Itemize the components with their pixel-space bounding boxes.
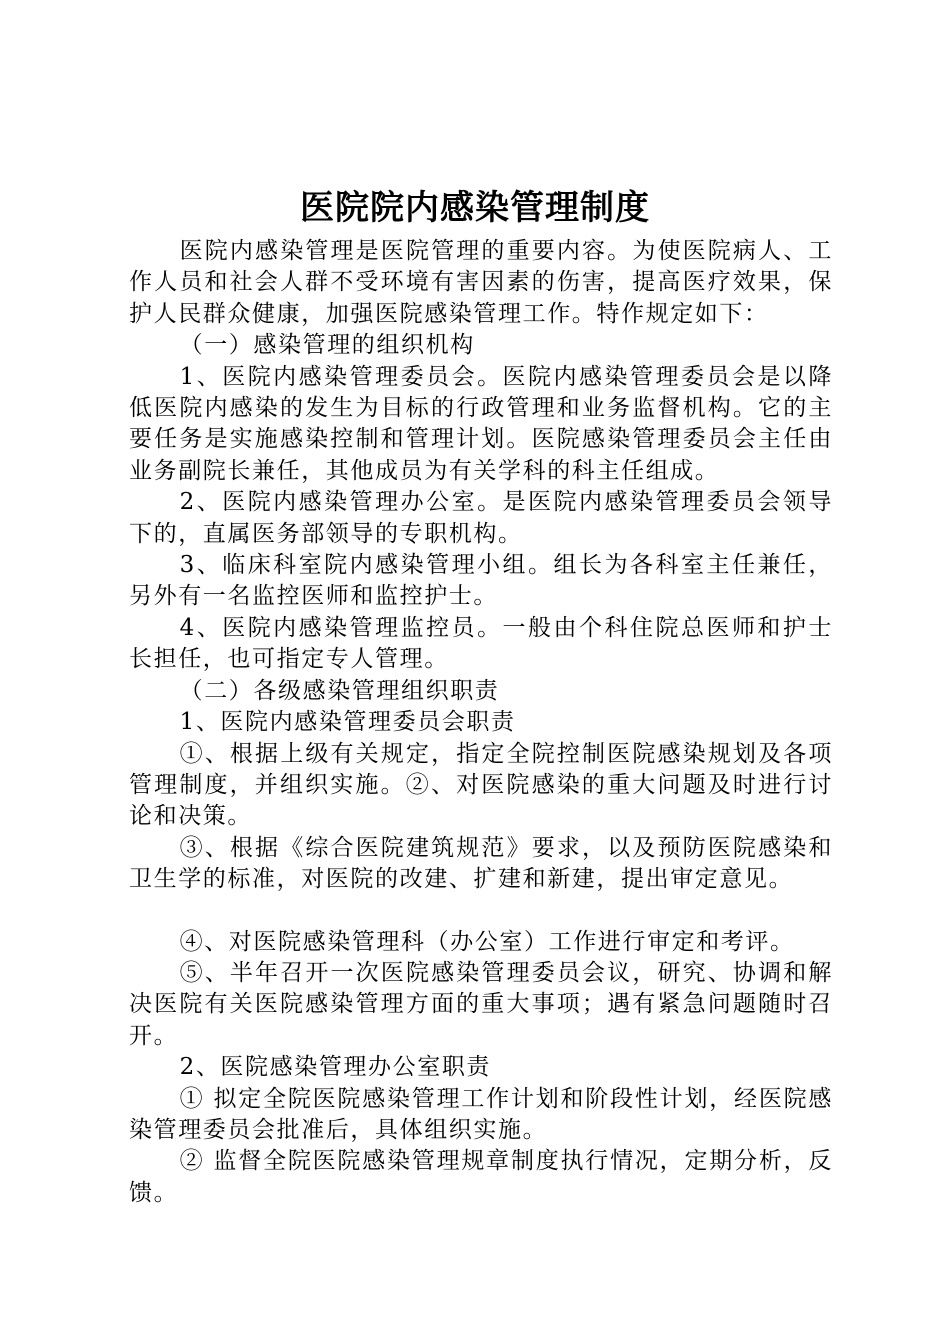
paragraph-office: 2、医院内感染管理办公室。是医院内感染管理委员会领导下的，直属医务部领导的专职机构。 [129, 489, 833, 547]
duty-item-1-2: ①、根据上级有关规定，指定全院控制医院感染规划及各项管理制度，并组织实施。②、对医院感染的重大问题及时进行讨论和决策。 [129, 740, 833, 830]
section-heading-duties: （二）各级感染管理组织职责 [179, 677, 500, 704]
duty-item-3: ③、根据《综合医院建筑规范》要求，以及预防医院感染和卫生学的标准，对医院的改建、扩建和新建，提出审定意见。 [129, 834, 833, 893]
paragraph-committee: 1、医院内感染管理委员会。医院内感染管理委员会是以降低医院内感染的发生为目标的行政管理和业务监督机构。它的主要任务是实施感染控制和管理计划。医院感染管理委员会主任由业务副院长兼任，其他成员为有关学科的科主任组成。 [129, 363, 833, 484]
document-title: 医院院内感染管理制度 [300, 188, 650, 228]
subheading-office-duties: 2、医院感染管理办公室职责 [179, 1054, 492, 1081]
duty-item-4: ④、对医院感染管理科（办公室）工作进行审定和考评。 [179, 928, 795, 955]
office-duty-item-1: ① 拟定全院医院感染管理工作计划和阶段性计划，经医院感染管理委员会批准后，具体组织实施。 [129, 1085, 833, 1143]
section-heading-organization: （一）感染管理的组织机构 [179, 332, 475, 359]
document-body [129, 236, 833, 1209]
duty-item-5: ⑤、半年召开一次医院感染管理委员会议，研究、协调和解决医院有关医院感染管理方面的重大事项；遇有紧急问题随时召开。 [129, 959, 833, 1049]
paragraph-clinical-group: 3、临床科室院内感染管理小组。组长为各科室主任兼任，另外有一名监控医师和监控护士。 [129, 552, 833, 610]
subheading-committee-duties: 1、医院内感染管理委员会职责 [179, 709, 516, 736]
paragraph-monitor: 4、医院内感染管理监控员。一般由个科住院总医师和护士长担任，也可指定专人管理。 [129, 614, 833, 673]
intro-paragraph: 医院内感染管理是医院管理的重要内容。为使医院病人、工作人员和社会人群不受环境有害因素的伤害，提高医疗效果，保护人民群众健康，加强医院感染管理工作。特作规定如下： [129, 238, 833, 327]
office-duty-item-2: ② 监督全院医院感染管理规章制度执行情况，定期分析，反馈。 [129, 1148, 833, 1206]
